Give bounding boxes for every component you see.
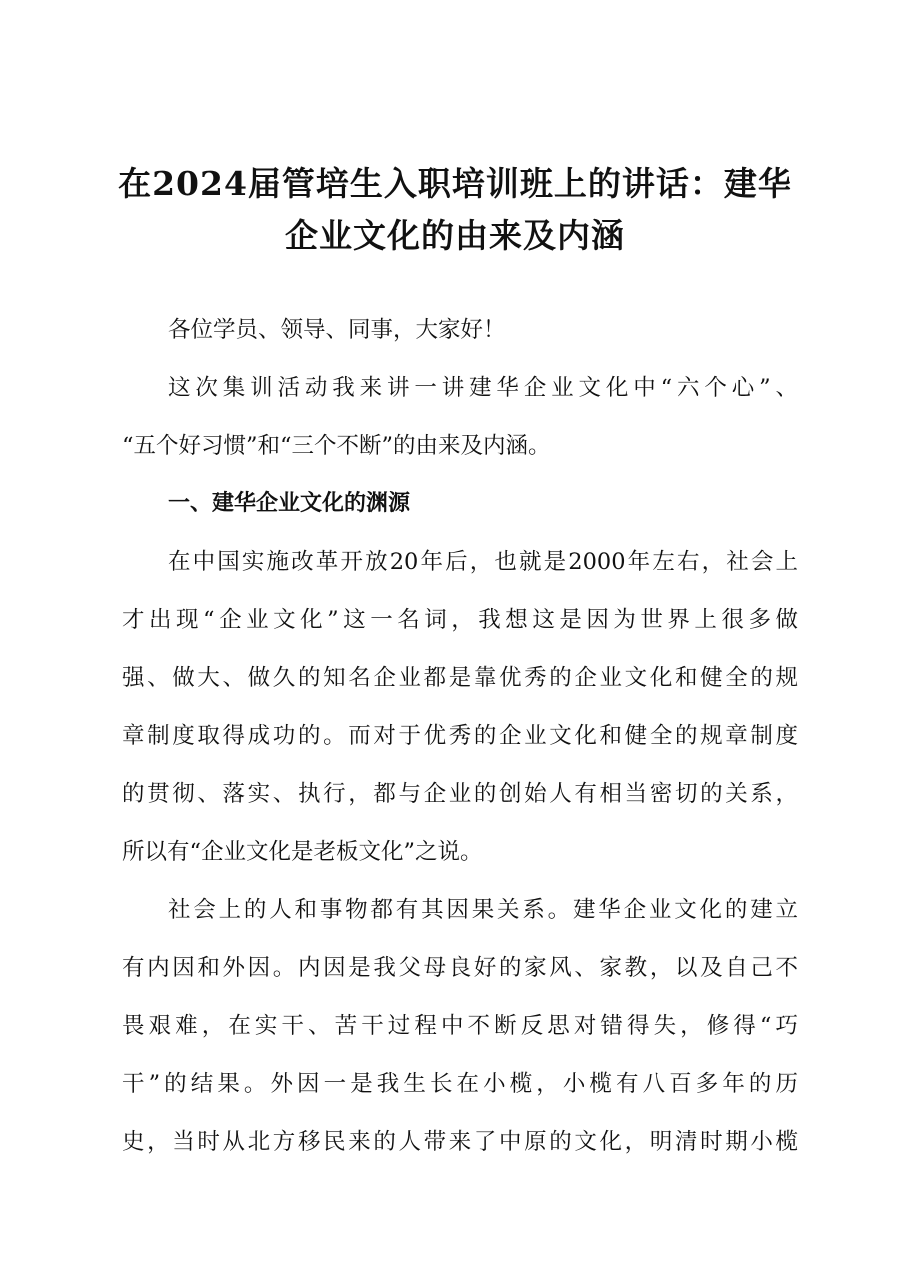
paragraph-2-line-4: 章制度取得成功的。而对于优秀的企业文化和健全的规章制度: [122, 723, 798, 749]
title-line-1: 在2024届管培生入职培训班上的讲话：建华: [118, 164, 792, 203]
paragraph-2-line-5: 的贯彻、落实、执行，都与企业的创始人有相当密切的关系，: [122, 781, 798, 807]
paragraph-3-line-5: 史，当时从北方移民来的人带来了中原的文化，明清时期小榄: [122, 1129, 798, 1155]
paragraph-1-line-1: 这次集训活动我来讲一讲建华企业文化中“六个心”、: [168, 375, 798, 401]
paragraph-2-line-3: 强、做大、做久的知名企业都是靠优秀的企业文化和健全的规: [122, 665, 798, 691]
greeting-line: 各位学员、领导、同事，大家好！: [168, 317, 506, 343]
paragraph-3-line-2: 有内因和外因。内因是我父母良好的家风、家教，以及自己不: [122, 955, 798, 981]
section-1-heading: 一、建华企业文化的渊源: [168, 491, 411, 516]
paragraph-1: [122, 359, 798, 475]
paragraph-2: [122, 533, 798, 881]
paragraph-3-line-4: 干”的结果。外因一是我生长在小榄，小榄有八百多年的历: [122, 1071, 798, 1097]
paragraph-1-line-2: “五个好习惯”和“三个不断”的由来及内涵。: [122, 433, 551, 459]
paragraph-3: [122, 881, 798, 1171]
paragraph-2-line-2: 才出现“企业文化”这一名词，我想这是因为世界上很多做: [122, 607, 798, 633]
document-title: [110, 158, 800, 262]
paragraph-2-line-1: 在中国实施改革开放20年后，也就是2000年左右，社会上: [168, 549, 798, 575]
paragraph-3-line-3: 畏艰难，在实干、苦干过程中不断反思对错得失，修得“巧: [122, 1013, 798, 1039]
paragraph-2-line-6: 所以有“企业文化是老板文化”之说。: [122, 839, 483, 865]
title-line-2: 企业文化的由来及内涵: [285, 216, 625, 255]
greeting-paragraph: [122, 301, 798, 359]
paragraph-3-line-1: 社会上的人和事物都有其因果关系。建华企业文化的建立: [168, 897, 798, 923]
